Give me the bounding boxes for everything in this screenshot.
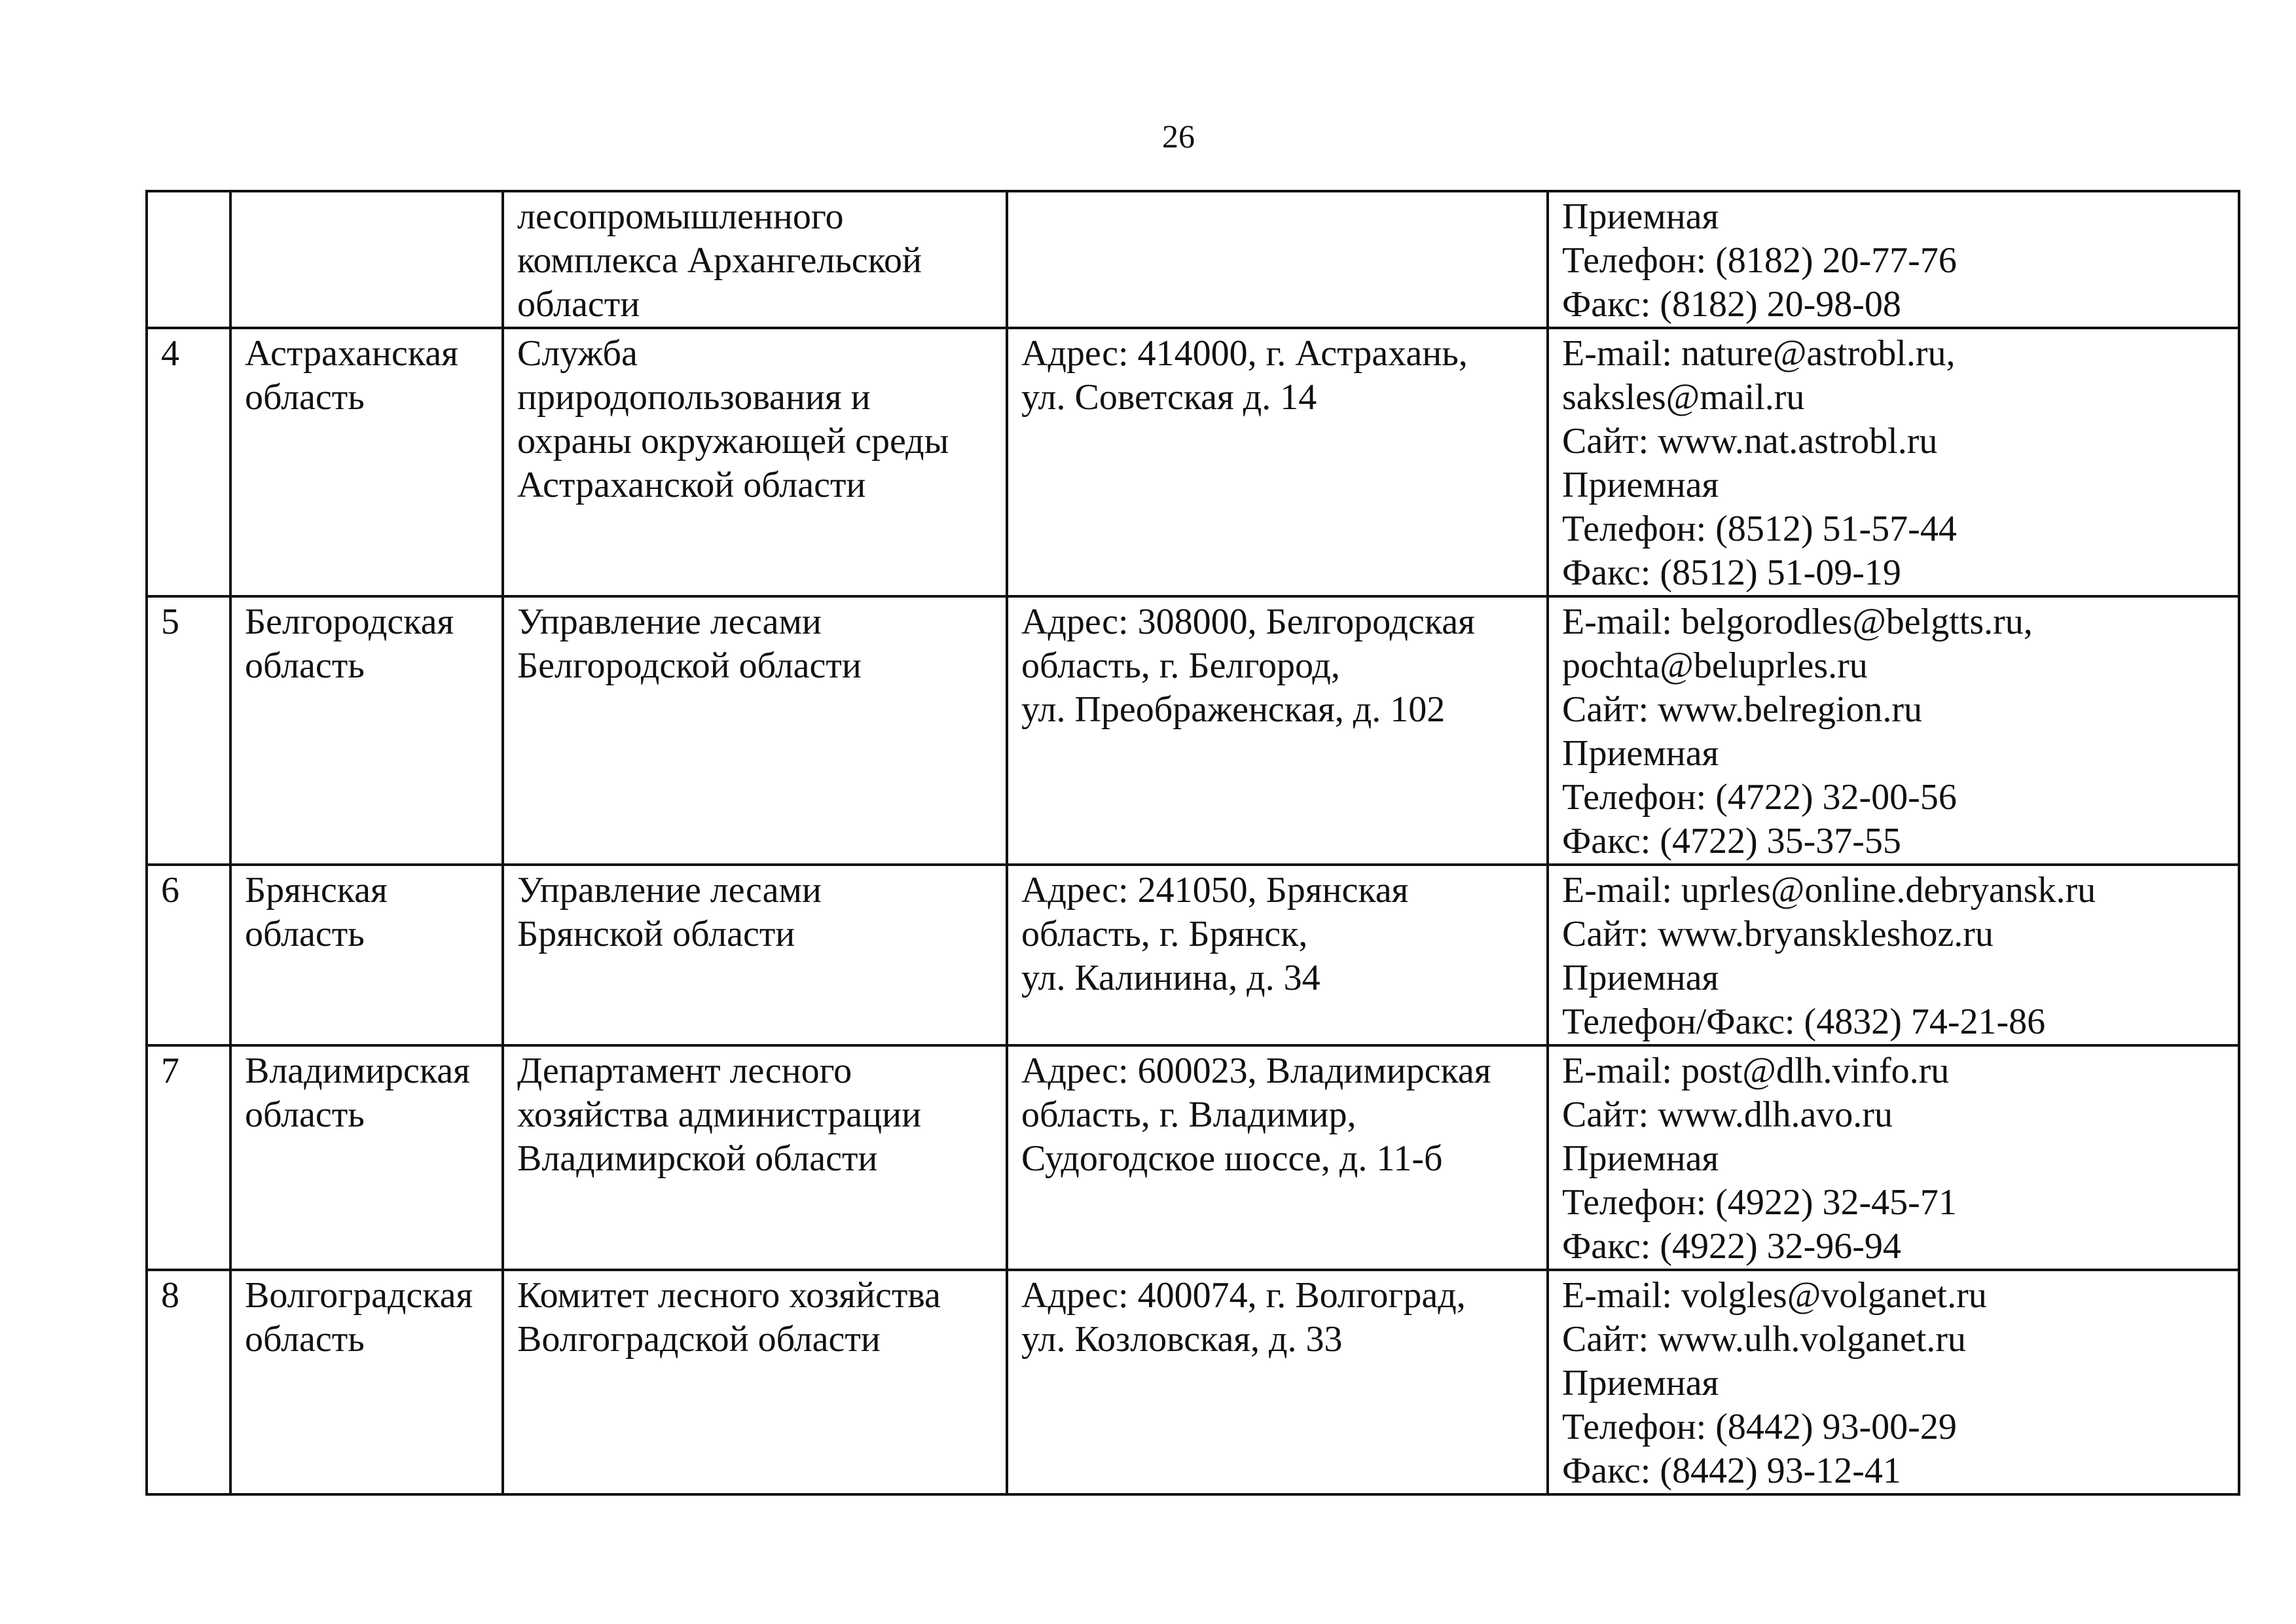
cell-address: Адрес: 414000, г. Астрахань, ул. Советская д. 14 — [1007, 328, 1548, 596]
cell-contacts: Приемная Телефон: (8182) 20-77-76 Факс: (8182) 20-98-08 — [1548, 191, 2239, 328]
cell-region: Брянская область — [230, 865, 503, 1045]
cell-organization: Служба природопользования и охраны окружающей среды Астраханской области — [503, 328, 1007, 596]
cell-organization: Управление лесами Белгородской области — [503, 596, 1007, 865]
cell-region: Владимирская область — [230, 1045, 503, 1270]
cell-organization: Управление лесами Брянской области — [503, 865, 1007, 1045]
cell-organization: лесопромышленного комплекса Архангельской области — [503, 191, 1007, 328]
cell-number: 5 — [147, 596, 230, 865]
table-row — [147, 865, 2239, 1045]
page-number: 26 — [1162, 118, 1195, 154]
table-row — [147, 328, 2239, 596]
cell-region: Астраханская область — [230, 328, 503, 596]
forestry-contacts-table — [145, 190, 2240, 1496]
cell-address: Адрес: 600023, Владимирская область, г. Владимир, Судогодское шоссе, д. 11-б — [1007, 1045, 1548, 1270]
table-row — [147, 596, 2239, 865]
cell-number — [147, 191, 230, 328]
cell-contacts: E-mail: belgorodles@belgtts.ru, pochta@beluprles.ru Сайт: www.belregion.ru Приемная Телефон: (4722) 32-00-56 Факс: (4722) 35-37-55 — [1548, 596, 2239, 865]
cell-contacts: E-mail: post@dlh.vinfo.ru Сайт: www.dlh.avo.ru Приемная Телефон: (4922) 32-45-71 Факс: (4922) 32-96-94 — [1548, 1045, 2239, 1270]
cell-region: Волгоградская область — [230, 1270, 503, 1494]
table-row — [147, 1045, 2239, 1270]
cell-organization: Комитет лесного хозяйства Волгоградской области — [503, 1270, 1007, 1494]
table-row — [147, 1270, 2239, 1494]
cell-region — [230, 191, 503, 328]
cell-contacts: E-mail: nature@astrobl.ru, saksles@mail.ru Сайт: www.nat.astrobl.ru Приемная Телефон: (8512) 51-57-44 Факс: (8512) 51-09-19 — [1548, 328, 2239, 596]
cell-address: Адрес: 308000, Белгородская область, г. Белгород, ул. Преображенская, д. 102 — [1007, 596, 1548, 865]
table-row-continuation — [147, 191, 2239, 328]
cell-number: 8 — [147, 1270, 230, 1494]
cell-contacts: E-mail: volgles@volganet.ru Сайт: www.ulh.volganet.ru Приемная Телефон: (8442) 93-00-29 Факс: (8442) 93-12-41 — [1548, 1270, 2239, 1494]
cell-region: Белгородская область — [230, 596, 503, 865]
cell-organization: Департамент лесного хозяйства администрации Владимирской области — [503, 1045, 1007, 1270]
cell-number: 7 — [147, 1045, 230, 1270]
cell-address — [1007, 191, 1548, 328]
cell-address: Адрес: 241050, Брянская область, г. Брянск, ул. Калинина, д. 34 — [1007, 865, 1548, 1045]
cell-number: 6 — [147, 865, 230, 1045]
cell-address: Адрес: 400074, г. Волгоград, ул. Козловская, д. 33 — [1007, 1270, 1548, 1494]
cell-contacts: E-mail: uprles@online.debryansk.ru Сайт: www.bryanskleshoz.ru Приемная Телефон/Факс: (4832) 74-21-86 — [1548, 865, 2239, 1045]
cell-number: 4 — [147, 328, 230, 596]
